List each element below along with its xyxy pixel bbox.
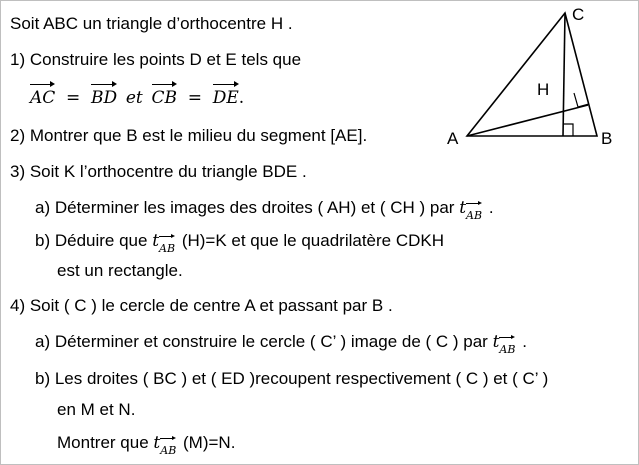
translation-symbol: $t_{AB}$	[153, 432, 178, 456]
eq-sign-1: =	[66, 88, 81, 108]
label-h: H	[537, 80, 550, 99]
q4b-line1: b) Les droites ( BC ) et ( ED )recoupent respectivement ( C ) et ( C’ )	[35, 369, 549, 388]
q3a-text: a) Déterminer les images des droites ( AH) et ( CH ) par	[35, 198, 455, 217]
translation-symbol: $t_{AB}$	[459, 197, 484, 221]
vector-bd: BD	[91, 88, 118, 108]
q3b-line	[35, 230, 444, 254]
triangle-abc	[467, 13, 597, 136]
et-word: et	[125, 88, 143, 108]
q4a-line	[35, 331, 527, 355]
label-b: B	[601, 129, 613, 148]
q4b-line2: en M et N.	[57, 400, 136, 419]
label-c: C	[572, 5, 585, 24]
q3b-pre: b) Déduire que	[35, 231, 148, 250]
q3-text: 3) Soit K l’orthocentre du triangle BDE .	[10, 162, 307, 181]
q1-text: 1) Construire les points D et E tels que	[10, 50, 302, 69]
q4b-line3-post: (M)=N.	[183, 433, 236, 452]
q4a-text: a) Déterminer et construire le cercle ( C’ ) image de ( C ) par	[35, 332, 488, 351]
q3a-line	[35, 197, 494, 221]
q3a-end: .	[488, 198, 494, 217]
q1-equation	[30, 87, 244, 109]
eq-sign-2: =	[187, 88, 202, 108]
q4a-end: .	[522, 332, 527, 351]
q4-text: 4) Soit ( C ) le cercle de centre A et passant par B .	[10, 296, 393, 315]
q4b-line3	[57, 432, 235, 456]
vector-cb: CB	[151, 88, 178, 108]
q4b-line3-pre: Montrer que	[57, 433, 149, 452]
q2-text: 2) Montrer que B est le milieu du segment [AE].	[10, 126, 368, 145]
altitude-from-c	[563, 13, 565, 136]
intro-line: Soit ABC un triangle d’orthocentre H .	[10, 14, 293, 33]
translation-symbol: $t_{AB}$	[493, 331, 518, 355]
altitude-from-a	[467, 105, 588, 136]
right-angle-mark-foot-c	[563, 124, 573, 136]
label-a: A	[447, 129, 459, 148]
eq-end: .	[238, 88, 245, 108]
translation-symbol: $t_{AB}$	[152, 230, 177, 254]
vector-ac: AC	[30, 88, 56, 108]
vector-de: DE	[212, 88, 239, 108]
q3b-cont: est un rectangle.	[57, 261, 183, 280]
q3b-mid: (H)=K et que le quadrilatère CDKH	[181, 231, 445, 250]
